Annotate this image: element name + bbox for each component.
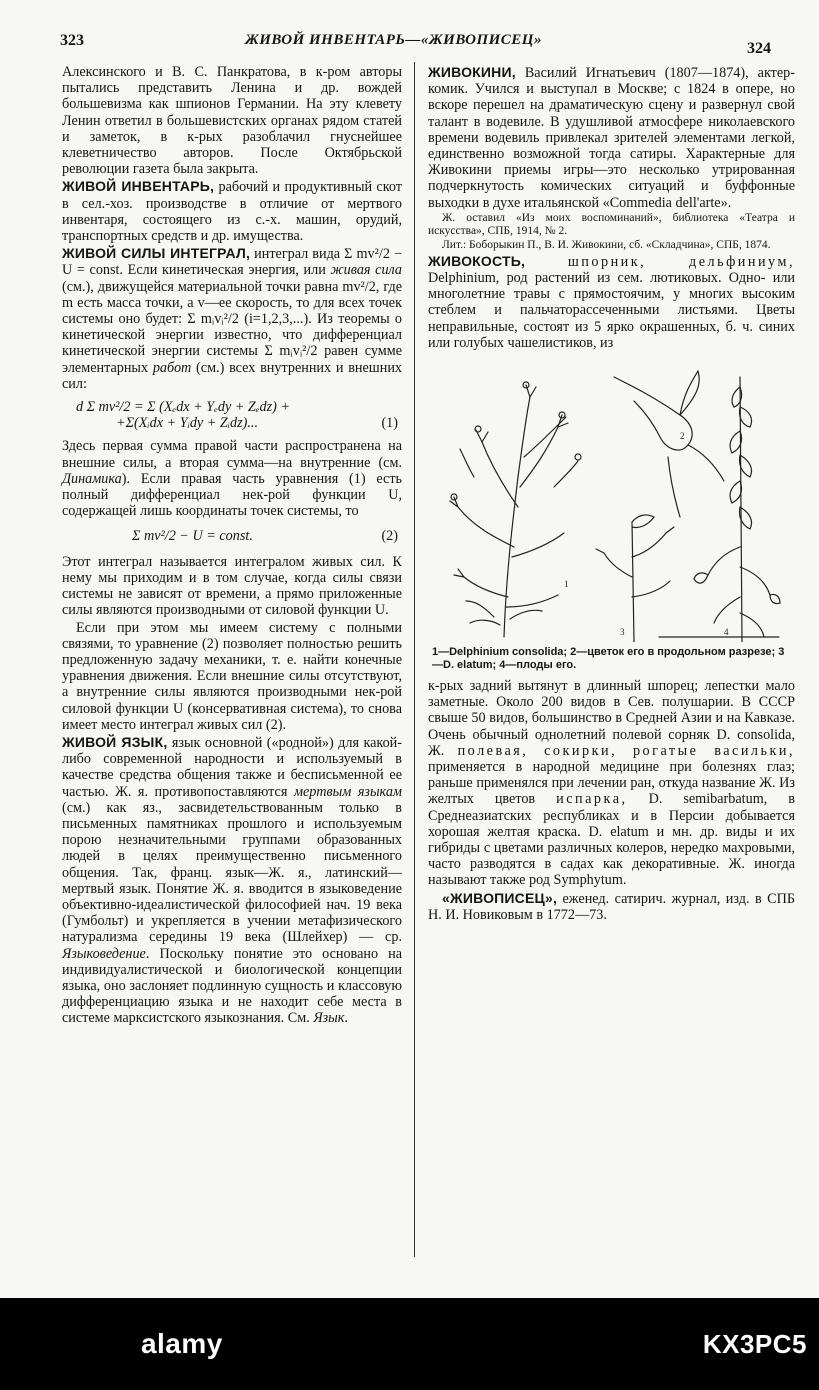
- left-column: Алексинского и В. С. Панкратова, в к-ром авторы пытались представить Ленина и др. вождей большевизма как шпионов Германии. На эту клевету Ленин ответил в большевистских органах рядом статей и заметок, в к-рых разоблачил гнуснейшее клеветничество авторов. После Октябрьской революции газета была закрыта. ЖИВОЙ ИНВЕНТАРЬ, рабочий и продуктивный скот в сел.-хоз. производстве в отличие от мертвого инвентаря, состоящего из с.-х. машин, орудий, транспортных средств и др. имущества. ЖИВОЙ СИЛЫ ИНТЕГРАЛ, интеграл вида Σ mv²/2 − U = const. Если кинетическая энергия, или живая сила (см.), движущейся материальной точки равна mv²/2, где m есть масса точки, а v—ее скорость, то для всех точек системы оно будет: Σ mᵢvᵢ²/2 (i=1,2,3,...). Из теоремы о кинетической энергии известно, что дифференциал кинетической энергии системы Σ mᵢvᵢ²/2 равен сумме элементарных работ (см.) всех внутренних и внешних сил: d Σ mv²/2 = Σ (Xₑdx + Yₑdy + Zₑdz) + +Σ(Xᵢdx + Yᵢdy + Zᵢdz)... (1) Здесь первая сумма правой части распространена на внешние силы, а вторая сумма—на внутренние (см. Динамика). Если правая часть уравнения (1) есть полный дифференциал нек-рой функции U, содержащей лишь координаты точек системы, то Σ mv²/2 − U = const. (2) Этот интеграл называется интегралом живых сил. К нему мы приходим и в том случае, когда силы связи системы не зависят от времени, а прямо приложенные силы являются производными от силовой функции U. Если при этом мы имеем систему с полными связями, то уравнение (2) позволяет полностью решить предложенную задачу механики, т. е. найти конечные уравнения движения. Если внешние силы отсутствуют, а внутренние силы являются производными нек-рой силовой функции U (консервативная система), то снова имеет место интеграл живых сил (2). ЖИВОЙ ЯЗЫК, язык основной («родной») для какой-либо современной народности и используемый в качестве средства общения также и бесписьменной ее частью. Ж. я. противопоставляются мертвым языкам (см.) как яз., засвидетельствованным только в письменных памятниках прошлого и используемым порою незначительными группами образованных людей в целях преимущественно письменного общения. Так, франц. язык—Ж. я., латинский—мертвый язык. Понятие Ж. я. вводится в языковедение объективно-идеалистической философией нач. 19 века (Гумбольт) и укрепляется в учении метафизического натурализма середины 19 века (Шлейхер) — ср. Языковедение. Поскольку понятие это основано на индивидуалистической и биологической концепции языка, оно заслоняет подлинную сущность и классовую дифференциацию языка и не находит себе места в системе марксистского языкознания. См. Язык.: [62, 64, 402, 1027]
- right-column: ЖИВОКИНИ, Василий Игнатьевич (1807—1874), актер-комик. Учился и выступал в Москве; с 1824 в опере, но вскоре перешел на драматическую сцену и развернул свой талант в водевиле. В удушливой атмосфере николаевского времени водевиль привлекал зрителей элементами легкой, единственно возможной тогда сатиры. Характерные для Живокини приемы игры—это несколько утрированная подчеркнутость комических ситуаций и буффонные выходки в духе итальянской «Commedia dell'arte». Ж. оставил «Из моих воспоминаний», библиотека «Театра и искусства», СПБ, 1914, № 2. Лит.: Боборыкин П., В. И. Живокини, сб. «Складчина», СПБ, 1874. ЖИВОКОСТЬ, шпорник, дельфиниум, Delphinium, род растений из сем. лютиковых. Одно- или многолетние травы с прямостоячим, у многих высоким стеблем и пальчаторассеченными листьями. Цветы неправильные, состоят из 5 ярко окрашенных, б. ч. синих или голубых чашелистиков, из 1 2 3 4 1—Delphinium consolida; 2—цветок его в продольном разрезе; 3—D. elatum; 4—плоды его. к-рых задний вытянут в длинный шпорец; лепестки мало заметные. Около 200 видов в Сев. полушарии. В СССР свыше 50 видов, большинство в Средней Азии и на Кавказе. Очень обычный однолетний полевой сорняк D. consolida, Ж. полевая, сокирки, рогатые васильки, применяется в народной медицине при болезнях глаз; раньше применялся при лечении ран, откуда название Ж. Из желтых цветов испарка, D. semibarbatum, в Среднеазиатских республиках и в Персии добывается хорошая желтая краска. D. elatum и мн. др. виды и их гибриды с цветами различных колеров, нередко махровыми, часто разводятся в садах как декоративные. Ж. иногда называют также род Symphytum. «ЖИВОПИСЕЦ», еженед. сатирич. журнал, изд. в СПБ Н. И. Новиковым в 1772—73.: [428, 64, 795, 923]
- stock-banner: [0, 1298, 819, 1390]
- intro-paragraph: Алексинского и В. С. Панкратова, в к-ром авторы пытались представить Ленина и др. вождей большевизма как шпионов Германии. На эту клевету Ленин ответил в большевистских органах рядом статей и заметок, в к-рых разоблачил гнуснейшее клеветничество авторов. После Октябрьской революции газета была закрыта.: [62, 64, 402, 178]
- entry-heading: ЖИВОКИНИ,: [428, 64, 516, 80]
- stock-id: alamy KX3PC5: [140, 1328, 807, 1359]
- column-divider: [414, 62, 415, 1257]
- entry-zhivoy-inventar: ЖИВОЙ ИНВЕНТАРЬ, рабочий и продуктивный скот в сел.-хоз. производстве в отличие от мертвого инвентаря, состоящего из с.-х. машин, орудий, транспортных средств и др. имущества.: [62, 178, 402, 245]
- literature-note: Лит.: Боборыкин П., В. И. Живокини, сб. «Складчина», СПБ, 1874.: [442, 238, 771, 251]
- formula-number: (1): [381, 415, 398, 432]
- entry-zhivoy-sily-integral: ЖИВОЙ СИЛЫ ИНТЕГРАЛ, интеграл вида Σ mv²/2 − U = const. Если кинетическая энергия, или живая сила (см.), движущейся материальной точки равна mv²/2, где m есть масса точки, а v—ее скорость, то для всех точек системы оно будет: Σ mᵢvᵢ²/2 (i=1,2,3,...). Из теоремы о кинетической энергии известно, что дифференциал кинетической энергии системы Σ mᵢvᵢ²/2 равен сумме элементарных работ (см.) всех внутренних и внешних сил:: [62, 245, 402, 392]
- entry-zhivopisets: «ЖИВОПИСЕЦ», еженед. сатирич. журнал, изд. в СПБ Н. И. Новиковым в 1772—73.: [428, 889, 795, 923]
- entry-zhivoy-yazyk: ЖИВОЙ ЯЗЫК, язык основной («родной») для какой-либо современной народности и используемый в качестве средства общения также и бесписьменной ее частью. Ж. я. противопоставляются мертвым языкам (см.) как яз., засвидетельствованным только в письменных памятниках прошлого и используемым порою незначительными группами образованных людей в целях преимущественно письменного общения. Так, франц. язык—Ж. я., латинский—мертвый язык. Понятие Ж. я. вводится в языковедение объективно-идеалистической философией нач. 19 века (Гумбольт) и укрепляется в учении метафизического натурализма середины 19 века (Шлейхер) — ср. Языковедение. Поскольку понятие это основано на индивидуалистической и биологической концепции языка, оно заслоняет подлинную сущность и классовую дифференциацию языка и не находит себе места в системе марксистского языкознания. См. Язык.: [62, 733, 402, 1027]
- figure-caption: 1—Delphinium consolida; 2—цветок его в продольном разрезе; 3—D. elatum; 4—плоды его.: [432, 646, 785, 672]
- page-number-left: 323: [60, 32, 84, 49]
- reference-note: Ж. оставил «Из моих воспоминаний», библиотека «Театра и искусства», СПБ, 1914, № 2.: [428, 211, 795, 237]
- figure-label-3: 3: [620, 627, 625, 638]
- formula-2: Σ mv²/2 − U = const. (2): [132, 528, 398, 545]
- running-title: ЖИВОЙ ИНВЕНТАРЬ—«ЖИВОПИСЕЦ»: [245, 32, 542, 48]
- figure-label-1: 1: [564, 579, 569, 590]
- entry-heading: ЖИВОЙ СИЛЫ ИНТЕГРАЛ,: [62, 245, 251, 262]
- entry-heading: ЖИВОЙ ИНВЕНТАРЬ,: [62, 178, 215, 195]
- page-number-right: 324: [747, 40, 771, 57]
- figure-label-4: 4: [724, 627, 729, 638]
- entry-heading: ЖИВОЙ ЯЗЫК,: [62, 733, 168, 750]
- entry-zhivokost: ЖИВОКОСТЬ, шпорник, дельфиниум, Delphinium, род растений из сем. лютиковых. Одно- или многолетние травы с прямостоячим, у многих высоким стеблем и пальчаторассеченными листьями. Цветы неправильные, состоят из 5 ярко окрашенных, б. ч. синих или голубых чашелистиков, из: [428, 252, 795, 351]
- formula-1: d Σ mv²/2 = Σ (Xₑdx + Yₑdy + Zₑdz) + +Σ(Xᵢdx + Yᵢdy + Zᵢdz)... (1): [76, 399, 398, 432]
- entry-heading: ЖИВОКОСТЬ,: [428, 252, 526, 269]
- plant-drawing: [434, 357, 784, 642]
- figure-label-2: 2: [680, 431, 685, 442]
- formula-number: (2): [381, 528, 398, 545]
- delphinium-illustration: [434, 357, 784, 642]
- entry-heading: «ЖИВОПИСЕЦ»,: [442, 889, 558, 906]
- entry-zhivokini: ЖИВОКИНИ, Василий Игнатьевич (1807—1874), актер-комик. Учился и выступал в Москве; с 1824 в опере, но вскоре перешел на драматическую сцену и развернул свой талант в водевиле. В удушливой атмосфере николаевского времени водевиль привлекал зрителей элементами легкой, единственно возможной тогда сатиры. Характерные для Живокини приемы игры—это несколько утрированная подчеркнутость комических ситуаций и буффонные выходки в духе итальянской «Commedia dell'arte».: [428, 64, 795, 211]
